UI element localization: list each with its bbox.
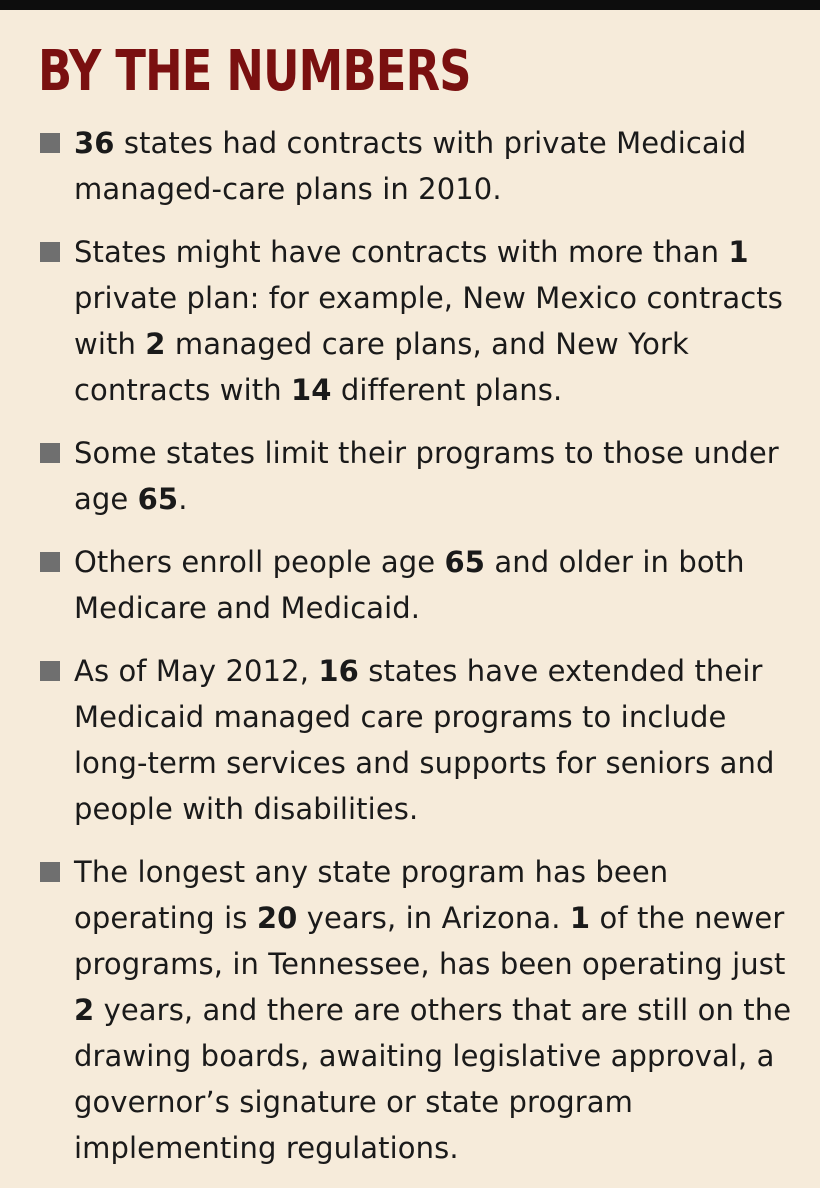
fact-item [40, 849, 800, 1171]
fact-text: years, and there are others that are still on the drawing boards, awaiting legislative approval, a governor’s signature or state program implementing regulations. [74, 993, 792, 1165]
square-bullet-icon [40, 242, 60, 262]
square-bullet-icon [40, 552, 60, 572]
fact-text: different plans. [331, 373, 563, 407]
square-bullet-icon [40, 661, 60, 681]
fact-number: 36 [74, 126, 115, 160]
fact-number: 14 [291, 373, 332, 407]
fact-item [40, 229, 800, 413]
fact-text: and older in both Medicare and Medicaid. [74, 545, 745, 625]
fact-number: 16 [318, 654, 359, 688]
fact-text: managed care plans, and New York contracts with [74, 327, 689, 407]
fact-text: states have extended their Medicaid managed care programs to include long-term services and supports for seniors and people with disabilities. [74, 654, 775, 826]
top-rule [0, 0, 820, 10]
fact-text: of the newer programs, in Tennessee, has been operating just [74, 901, 786, 981]
fact-text: States might have contracts with more than [74, 235, 729, 269]
fact-item [40, 120, 800, 212]
fact-number: 1 [569, 901, 591, 935]
fact-text: . [178, 482, 188, 516]
sidebar-title: BY THE NUMBERS [38, 39, 471, 104]
fact-number: 65 [444, 545, 486, 579]
fact-text: Others enroll people age [74, 545, 445, 579]
fact-text: private plan: for example, New Mexico contracts with [74, 281, 783, 361]
fact-item [40, 648, 800, 832]
fact-text: As of May 2012, [74, 654, 319, 688]
fact-text: Some states limit their programs to those under age [74, 436, 779, 516]
fact-text: states had contracts with private Medicaid managed-care plans in 2010. [74, 126, 747, 206]
fact-text: The longest any state program has been operating is [74, 855, 669, 935]
fact-number: 2 [74, 993, 95, 1027]
fact-item [40, 430, 800, 522]
fact-text: years, in Arizona. [297, 901, 570, 935]
fact-number: 1 [728, 235, 749, 269]
square-bullet-icon [40, 443, 60, 463]
fact-number: 20 [256, 901, 298, 935]
square-bullet-icon [40, 862, 60, 882]
fact-number: 2 [145, 327, 166, 361]
square-bullet-icon [40, 133, 60, 153]
fact-number: 65 [137, 482, 179, 516]
facts-list [40, 120, 800, 1188]
fact-item [40, 539, 800, 631]
